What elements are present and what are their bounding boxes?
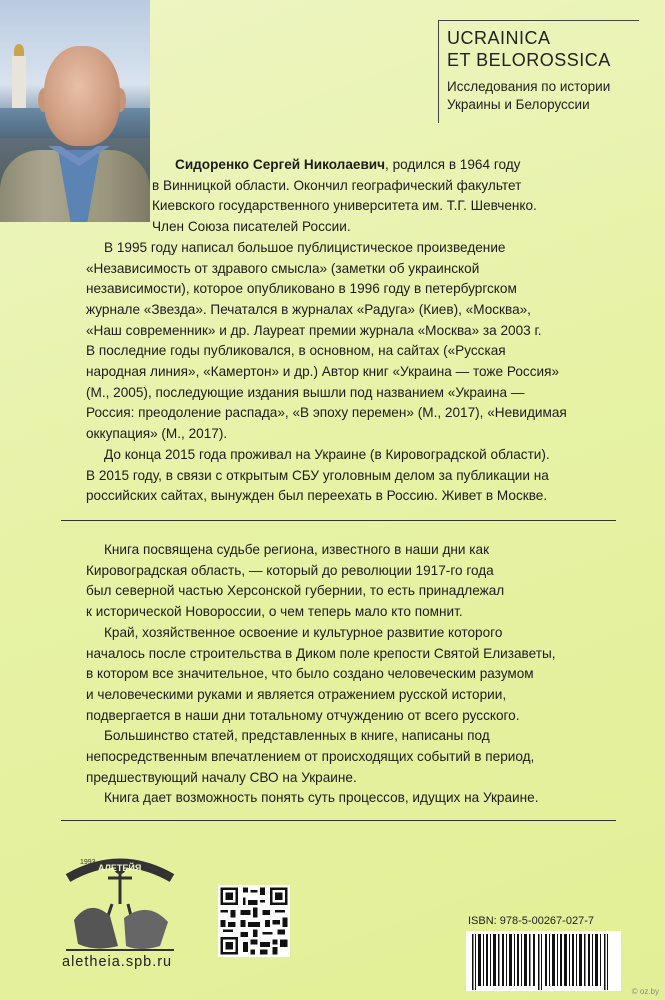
- logo-text: АЛЕТЕЙЯ: [98, 863, 142, 873]
- series-subtitle-line1: Исследования по истории: [447, 79, 611, 94]
- bio-line: В 2015 году, в связи с открытым СБУ уголовным делом за публикации на: [86, 467, 549, 483]
- bio-line: «Наш современник» и др. Лауреат премии журнала «Москва» за 2003 г.: [86, 322, 542, 338]
- bio-line: (М., 2005), последующие издания вышли под названием «Украина —: [86, 384, 525, 400]
- bio-line: В 1995 году написал большое публицистическое произведение: [104, 239, 506, 255]
- about-line: Край, хозяйственное освоение и культурное развитие которого: [104, 624, 503, 640]
- publisher-site-link[interactable]: aletheia.spb.ru: [62, 954, 173, 970]
- about-line: Книга дает возможность понять суть процессов, идущих на Украине.: [104, 790, 539, 806]
- series-title-line2: ET BELOROSSICA: [447, 50, 611, 70]
- bio-line: журнале «Звезда». Печатался в журналах «Радуга» (Киев), «Москва»,: [86, 301, 531, 317]
- series-title-line1: UCRAINICA: [447, 28, 551, 48]
- bio-line: народная линия», «Камертон» и др.) Автор книг «Украина — тоже Россия»: [86, 364, 560, 379]
- author-name: Сидоренко Сергей Николаевич: [175, 157, 386, 172]
- bio-line: оккупация» (М., 2017).: [86, 426, 228, 442]
- about-line: в котором все значительное, что было создано человеческим разумом: [86, 666, 534, 682]
- about-line: к исторической Новороссии, о чем теперь мало кто помнит.: [86, 604, 463, 620]
- bio-line: «Независимость от здравого смысла» (заметки об украинской: [86, 260, 480, 276]
- divider-bottom: [61, 820, 616, 821]
- about-line: Большинство статей, представленных в книге, написаны под: [104, 728, 490, 744]
- series-subtitle-line2: Украины и Белоруссии: [447, 97, 590, 112]
- bio-line: Сидоренко Сергей Николаевич, родился в 1964 году: [175, 157, 521, 172]
- about-line: подвергается в наши дни тотальному отчуждению от всего русского.: [86, 707, 520, 723]
- about-line: Кировоградская область, — который до революции 1917-го года: [86, 562, 494, 578]
- about-line: был северной частью Херсонской губернии, то есть принадлежал: [86, 583, 505, 599]
- about-line: предшествующий началу СВО на Украине.: [86, 769, 357, 785]
- logo-year: 1993: [80, 859, 96, 866]
- bio-line: Россия: преодоление распада», «В эпоху перемен» (М., 2017), «Невидимая: [86, 405, 567, 421]
- bio-line: российских сайтах, вынужден был переехать в Россию. Живет в Москве.: [86, 488, 548, 504]
- about-line: Книга посвящена судьбе региона, известного в наши дни как: [104, 542, 490, 557]
- divider-top: [61, 520, 616, 521]
- series-box: [438, 20, 639, 123]
- bio-line: в Винницкой области. Окончил географический факультет: [152, 177, 522, 193]
- about-line: началось после строительства в Диком поле крепости Святой Елизаветы,: [86, 645, 556, 661]
- isbn-label: ISBN: 978-5-00267-027-7: [468, 915, 594, 927]
- watermark: © oz.by: [631, 987, 659, 996]
- barcode-icon: [466, 931, 621, 991]
- author-photo: [0, 0, 150, 222]
- bio-line: Член Союза писателей России.: [152, 219, 351, 235]
- publisher-logo-icon: [60, 848, 180, 958]
- about-line: и человеческими руками и является отражением русской истории,: [86, 686, 507, 702]
- bio-line: Киевского государственного университета им. Т.Г. Шевченко.: [152, 198, 537, 214]
- series-subtitle: [447, 78, 610, 114]
- bio-line: В последние годы публиковался, в основном, на сайтах («Русская: [86, 343, 506, 359]
- about-line: непосредственным впечатлением от происходящих событий в период,: [86, 749, 535, 764]
- qr-code-icon[interactable]: [218, 885, 290, 957]
- bio-line: независимости), которое опубликовано в 1996 году в петербургском: [86, 281, 517, 297]
- bio-line: До конца 2015 года проживал на Украине (в Кировоградской области).: [104, 446, 550, 462]
